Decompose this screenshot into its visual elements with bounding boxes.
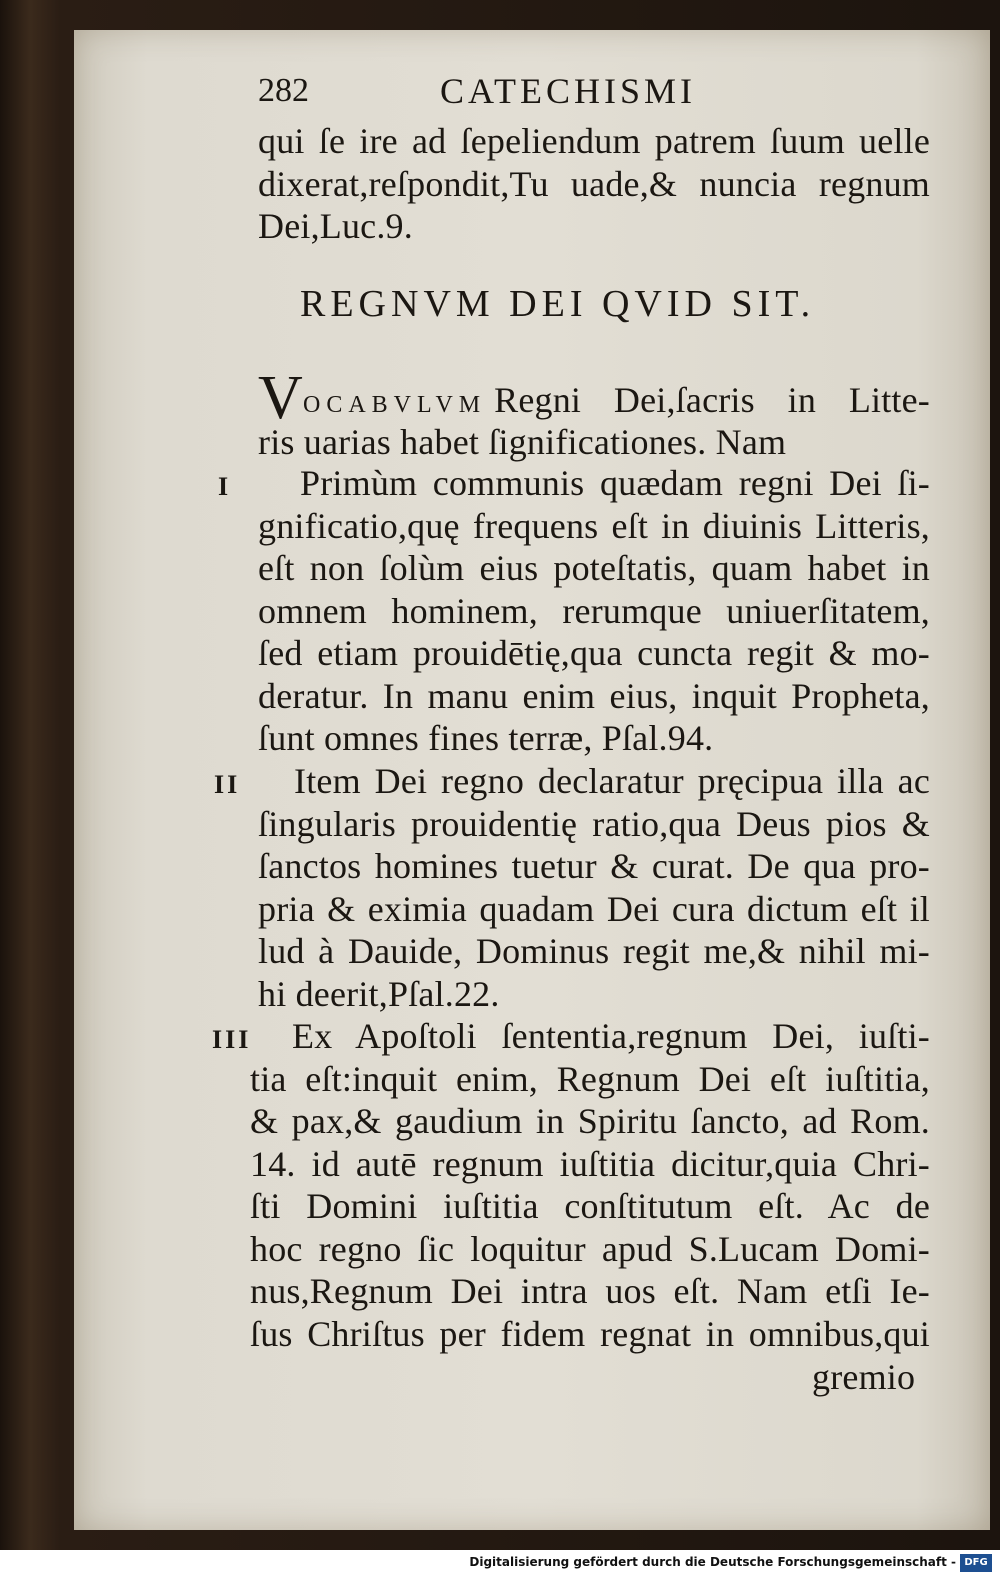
funding-credit: Digitalisierung gefördert durch die Deutsche Forschungsgemeinschaft - <box>469 1555 956 1569</box>
text-line: 14. id autē regnum iuſtitia dicitur,quia Chri- <box>250 1143 930 1184</box>
text-line: qui ſe ire ad ſepeliendum patrem ſuum uelle <box>258 121 930 161</box>
page-number: 282 <box>258 72 309 109</box>
opening-paragraph <box>258 364 930 463</box>
text-line: ſunt omnes fines terræ, Pſal.94. <box>258 718 714 758</box>
text-line: Item Dei regno declaratur pręcipua illa ac <box>294 761 930 801</box>
opening-line <box>258 364 930 432</box>
text-line: Primùm communis quædam regni Dei ſi- <box>300 463 930 503</box>
text-line: hoc regno ſic loquitur apud S.Lucam Domi- <box>250 1228 930 1269</box>
text-line: lud à Dauide, Dominus regit me,& nihil mi- <box>258 931 930 971</box>
footer-bar <box>0 1550 1000 1577</box>
running-title: CATECHISMI <box>440 71 697 111</box>
text-line: Dei,Luc.9. <box>258 206 413 246</box>
drop-capital: V <box>258 364 303 432</box>
catchword: gremio <box>812 1357 916 1397</box>
text-line: deratur. In manu enim eius, inquit Propheta, <box>258 675 930 716</box>
text-line: omnem hominem, rerumque uniuerſitatem, <box>258 590 930 631</box>
text-line: tia eſt:inquit enim, Regnum Dei eſt iuſtitia, <box>250 1058 930 1099</box>
text-line: pria & eximia quadam Dei cura dictum eſt il <box>258 888 930 929</box>
text-line: Ex Apoſtoli ſententia,regnum Dei, iuſti- <box>292 1016 930 1056</box>
text-line: ſanctos homines tuetur & curat. De qua pro- <box>258 846 930 886</box>
text-line: gnificatio,quę frequens eſt in diuinis Litteris, <box>258 505 930 546</box>
intro-text <box>258 120 930 248</box>
opening-rest: Regni Dei,ſacris in Litte- <box>494 380 930 420</box>
text-line: ſed etiam prouidētię,qua cuncta regit & mo- <box>258 633 930 673</box>
small-caps-word: OCABVLVM <box>302 392 487 418</box>
paragraph-numeral: III <box>212 1025 252 1054</box>
paragraph-3 <box>250 1015 930 1355</box>
text-line: eſt non ſolùm eius poteſtatis, quam habet in <box>258 548 930 588</box>
paragraph-numeral: II <box>214 770 241 799</box>
paragraph-2 <box>258 760 930 1015</box>
text-line: ris uarias habet ſignificationes. Nam <box>258 421 787 462</box>
text-line: ſingularis prouidentię ratio,qua Deus pios & <box>258 803 930 844</box>
text-line: hi deerit,Pſal.22. <box>258 973 500 1014</box>
text-line: dixerat,reſpondit,Tu uade,& nuncia regnum <box>258 163 930 204</box>
paragraph-numeral: I <box>218 472 232 501</box>
section-heading: REGNVM DEI QVID SIT. <box>300 283 816 325</box>
text-line: nus,Regnum Dei intra uos eſt. Nam etſi Ie- <box>250 1271 930 1311</box>
paragraph-1 <box>258 462 930 760</box>
text-line: ſti Domini iuſtitia conſtitutum eſt. Ac de <box>250 1186 930 1226</box>
dfg-logo: DFG <box>960 1554 992 1572</box>
text-line: & pax,& gaudium in Spiritu ſancto, ad Rom. <box>250 1101 930 1141</box>
text-line: ſus Chriſtus per fidem regnat in omnibus,qui <box>250 1313 930 1354</box>
